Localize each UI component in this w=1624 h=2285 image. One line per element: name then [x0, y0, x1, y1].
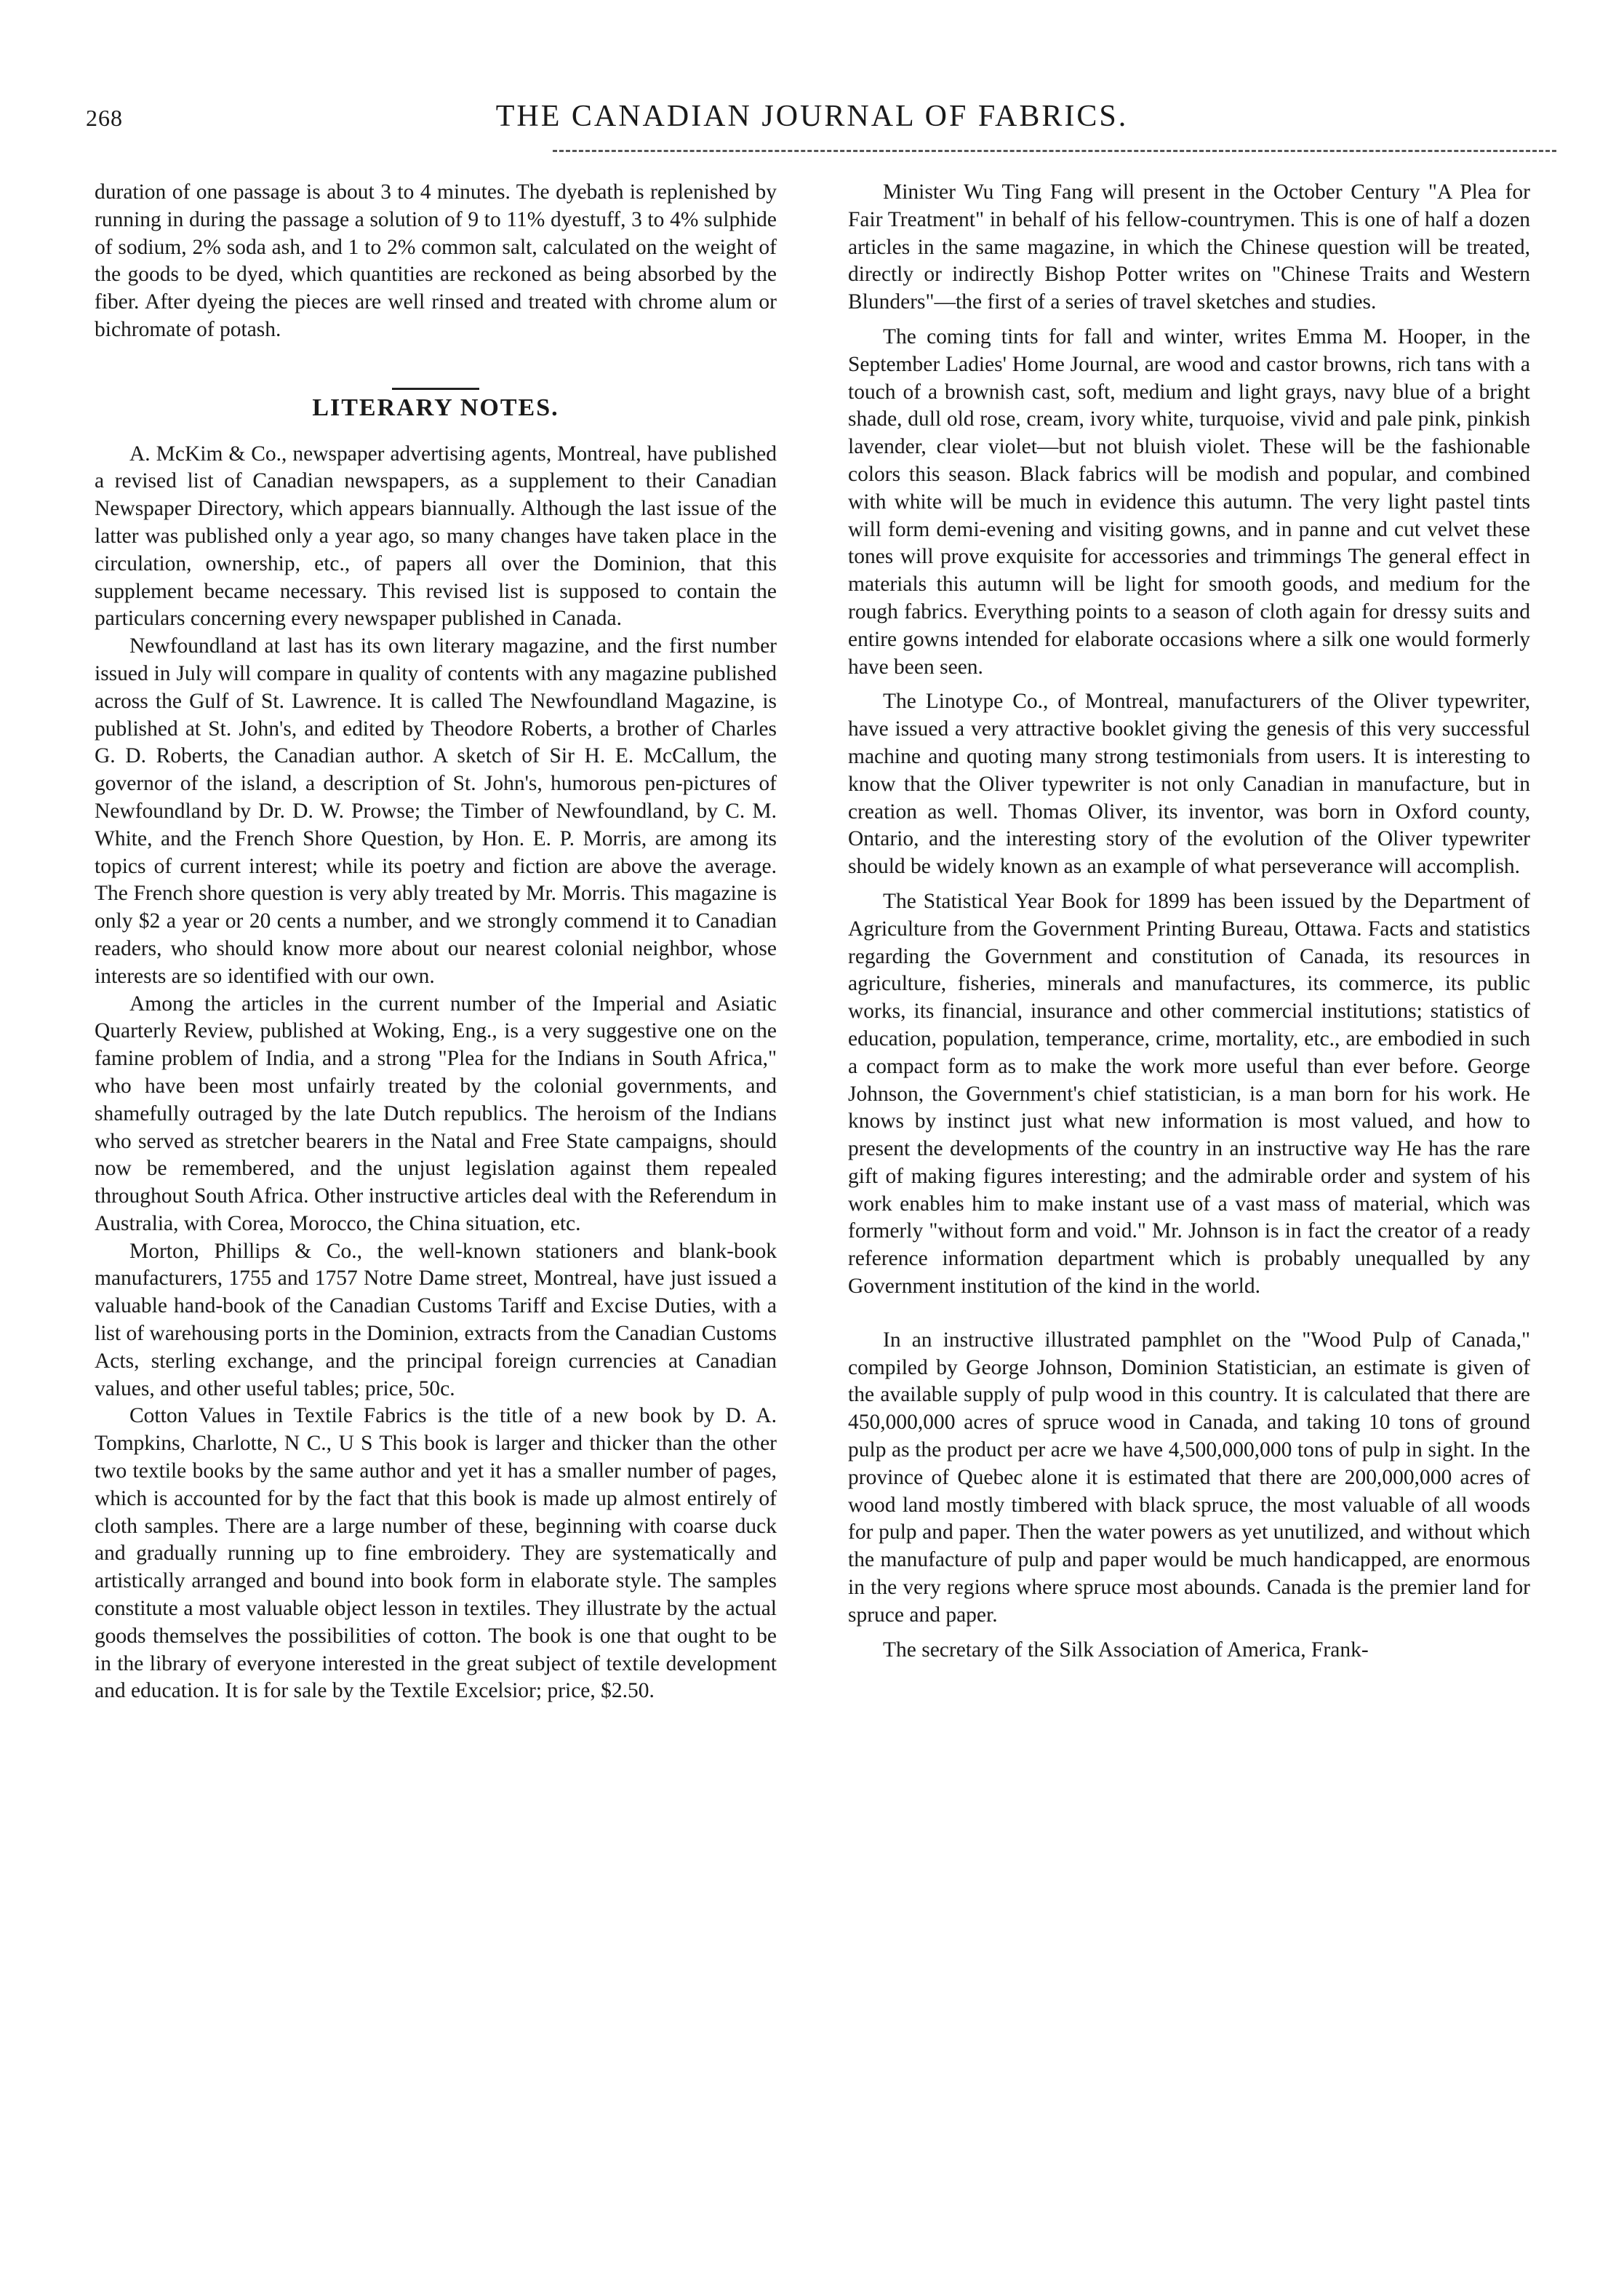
journal-title: THE CANADIAN JOURNAL OF FABRICS. — [495, 100, 1129, 133]
article-paragraph: Morton, Phillips & Co., the well-known stationers and blank-book manufacturers, 1755 and 1757 Notre Dame street, Montreal, have just issued a valuable hand-book of the Canadian Customs Tariff and Excise Duties, with a list of warehousing ports in the Dominion, extracts from the Canadian Customs Acts, sterling exchange, and the principal foreign currencies at Canadian values, and other useful tables; price, 50c. — [95, 1239, 777, 1400]
article-paragraph: Cotton Values in Textile Fabrics is the title of a new book by D. A. Tompkins, Charlotte, N C., U S This book is larger and thicker than the other two textile books by the same author and yet it has a smaller number of pages, which is accounted for by the fact that this book is made up almost entirely of cloth samples. There are a large number of these, beginning with coarse duck and gradually running up to fine embroidery. They are systematically and artistically arranged and bound into book form in elaborate style. The samples constitute a most valuable object lesson in textiles. They illustrate by the actual goods themselves the possibilities of cotton. The book is one that ought to be in the library of everyone interested in the great subject of textile development and education. It is for sale by the Textile Excelsior; price, $2.50. — [95, 1404, 777, 1703]
article-paragraph: The secretary of the Silk Association of America, Frank- — [883, 1638, 1369, 1662]
article-paragraph: Minister Wu Ting Fang will present in the October Century "A Plea for Fair Treatment" in behalf of his fellow-countrymen. This is one of half a dozen articles in the same magazine, in which the Chinese question will be treated, directly or indirectly Bishop Potter writes on "Chinese Traits and Western Blunders"—the first of a series of travel sketches and studies. — [848, 180, 1530, 314]
article-paragraph: The Statistical Year Book for 1899 has been issued by the Department of Agriculture from the Government Printing Bureau, Ottawa. Facts and statistics regarding the Government and constitution of Canada, its resources in agriculture, fisheries, minerals and manufactures, its commerce, its public works, its financial, insurance and other commercial institutions; statistics of education, population, temperance, crime, mortality, etc., are embodied in such a compact form as to make the work more useful than ever before. George Johnson, the Government's chief statistician, is a man born for his work. He knows by instinct just what new information is most valued, and how to present the developments of the country in an instructive way He has the rare gift of making figures interesting; and the admirable order and system of his work enables him to make instant use of a vast mass of material, which was formerly "without form and void." Mr. Johnson is in fact the creator of a ready reference information department which is probably unequalled by any Government institution of the kind in the world. — [848, 889, 1530, 1299]
article-paragraph: A. McKim & Co., newspaper advertising agents, Montreal, have published a revised list of Canadian newspapers, as a supplement to their Canadian Newspaper Directory, which appears biannually. Although the last issue of the latter was published only a year ago, so many changes have taken place in the circulation, ownership, etc., of papers all over the Dominion, that this supplement became necessary. This revised list is supposed to contain the particulars concerning every newspaper published in Canada. — [95, 442, 777, 631]
left-column — [95, 179, 777, 1705]
continued-paragraph: duration of one passage is about 3 to 4 minutes. The dyebath is replenished by running in during the passage a solution of 9 to 11% dyestuff, 3 to 4% sulphide of sodium, 2% soda ash, and 1 to 2% common salt, calculated on the weight of the goods to be dyed, which quantities are reckoned as being absorbed by the fiber. After dyeing the pieces are well rinsed and treated with chrome alum or bichromate of potash. — [95, 180, 777, 341]
section-divider — [392, 388, 479, 390]
article-paragraph: In an instructive illustrated pamphlet on the "Wood Pulp of Canada," compiled by George Johnson, Dominion Statistician, an estimate is given of the available supply of pulp wood in this country. It is calculated that there are 450,000,000 acres of spruce wood in Canada, and taking 10 tons of ground pulp as the product per acre we have 4,500,000,000 tons of pulp in sight. In the province of Quebec alone it is estimated that there are 200,000,000 acres of wood land mostly timbered with black spruce, the most valuable of all woods for pulp and paper. Then the water powers as yet unutilized, and without which the manufacture of pulp and paper would be much handicapped, are enormous in the very regions where spruce most abounds. Canada is the premier land for spruce and paper. — [848, 1328, 1530, 1627]
header-rule — [553, 150, 1556, 152]
page-number: 268 — [86, 105, 123, 131]
article-paragraph: Among the articles in the current number of the Imperial and Asiatic Quarterly Review, published at Woking, Eng., is a very suggestive one on the famine problem of India, and a strong "Plea for the Indians in South Africa," who have been most unfairly treated by the colonial governments, and shamefully outraged by the late Dutch republics. The heroism of the Indians who served as stretcher bearers in the Natal and Free State campaigns, should now be remembered, and the unjust legislation against them repealed throughout South Africa. Other instructive articles deal with the Referendum in Australia, with Corea, Morocco, the China situation, etc. — [95, 992, 777, 1235]
section-heading: LITERARY NOTES. — [312, 394, 559, 421]
article-paragraph: The Linotype Co., of Montreal, manufacturers of the Oliver typewriter, have issued a very attractive booklet giving the genesis of this very successful machine and quoting many strong testimonials from users. It is interesting to know that the Oliver typewriter is not only Canadian in manufacture, but in creation as well. Thomas Oliver, its inventor, was born in Oxford county, Ontario, and the interesting story of the evolution of the Oliver typewriter should be widely known as an example of what perseverance will accomplish. — [848, 690, 1530, 879]
article-paragraph: The coming tints for fall and winter, writes Emma M. Hooper, in the September Ladies' Home Journal, are wood and castor browns, rich tans with a touch of a brownish cast, soft, medium and light grays, navy blue of a bright shade, dull old rose, cream, ivory white, turquoise, vivid and pale pink, pinkish lavender, clear violet—but not bluish violet. These will be the fashionable colors this season. Black fabrics will be modish and popular, and combined with white will be much in evidence this autumn. The very light pastel tints will form demi-evening and visiting gowns, and in panne and cut velvet these tones will prove exquisite for accessories and trimmings The general effect in materials this autumn will be light for smooth goods, and medium for the rough fabrics. Everything points to a season of cloth again for dressy suits and entire gowns intended for elaborate occasions where a silk one would formerly have been seen. — [848, 324, 1530, 679]
right-column — [848, 179, 1530, 1664]
article-paragraph: Newfoundland at last has its own literary magazine, and the first number issued in July will compare in quality of contents with any magazine published across the Gulf of St. Lawrence. It is called The Newfoundland Magazine, is published at St. John's, and edited by Theodore Roberts, a brother of Charles G. D. Roberts, the Canadian author. A sketch of Sir H. E. McCallum, the governor of the island, a description of St. John's, humorous pen-pictures of Newfoundland by Dr. D. W. Prowse; the Timber of Newfoundland, by C. M. White, and the French Shore Question, by Hon. E. P. Morris, are among its topics of current interest; while its poetry and fiction are above the average. The French shore question is very ably treated by Mr. Morris. This magazine is only $2 a year or 20 cents a number, and we strongly commend it to Canadian readers, who should know more about our nearest colonial neighbor, whose interests are so identified with our own. — [95, 634, 777, 988]
